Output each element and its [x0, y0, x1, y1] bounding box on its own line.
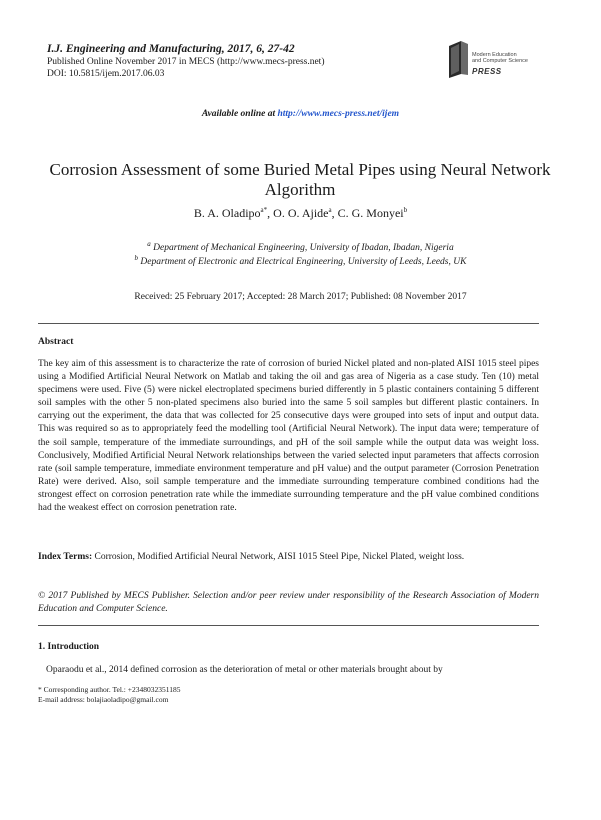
- availability-line: [0, 109, 601, 119]
- footnotes: [38, 685, 180, 705]
- index-terms-text: Corrosion, Modified Artificial Neural Network, AISI 1015 Steel Pipe, Nickel Plated, weight loss.: [92, 552, 465, 562]
- affiliation-a: [0, 240, 601, 253]
- logo-text: [472, 52, 528, 64]
- affiliation-b-text: Department of Electronic and Electrical Engineering, University of Leeds, Leeds, UK: [140, 257, 467, 268]
- availability-prefix: Available online at: [201, 109, 278, 119]
- affiliation-b-mark: b: [134, 254, 139, 262]
- author-2: O. O. Ajide: [273, 206, 329, 220]
- introduction-text: Oparaodu et al., 2014 defined corrosion as the deterioration of metal or other materials brought about by: [46, 665, 443, 675]
- author-3: C. G. Monyei: [337, 206, 404, 220]
- affiliation-a-mark: a: [147, 240, 151, 248]
- abstract-body: The key aim of this assessment is to characterize the rate of corrosion of buried Nickel plated and non-plated AISI 1015 steel pipes using a Modified Artificial Neural Network on Matlab and taking the oil and gas area of Nigeria as a case study. Ten (10) metal specimens were used. Five (5) were nickel electroplated specimens buried differently in 5 plastic containers containing 5 different soil samples with the other 5 non-plated specimens also buried into the same 5 soil samples but different plastic containers. In carrying out the experiment, the data that was collected for 25 consecutive days were grouped into sets of input and output data. This was required so as to appropriately feed the modelling tool (Artificial Neural Network). The input data were; temperature of the soil sample, temperature of the immediate surroundings, and pH of the soil sample while the output data was weight loss. Conclusively, Modified Artificial Neural Network relationships between the varied selected input parameters that affects corrosion rate (soil sample temperature, immediate environment temperature and pH value) and the output parameter (Corrosion Penetration Rate) were derived. Also, soil sample temperature and the immediate surrounding temperature combined conditions had the strongest effect on corrosion penetration rate while the immediate surrounding temperature and the pH value combined conditions had the weakest effect on corrosion penetration rate.: [38, 359, 539, 514]
- journal-url-link[interactable]: http://www.mecs-press.net/ijem: [277, 109, 400, 119]
- divider-top: [38, 323, 539, 324]
- author-2-mark: a: [328, 206, 332, 214]
- paper-title: Corrosion Assessment of some Buried Metal Pipes using Neural Network Algorithm: [49, 160, 551, 199]
- index-terms-label: Index Terms:: [38, 552, 93, 562]
- book-logo-icon: [446, 38, 472, 78]
- publication-line: Published Online November 2017 in MECS (http://www.mecs-press.net): [47, 57, 325, 67]
- logo-press: PRESS: [472, 67, 502, 76]
- author-1: B. A. Oladipo: [193, 206, 261, 220]
- affiliation-a-text: Department of Mechanical Engineering, University of Ibadan, Ibadan, Nigeria: [153, 243, 454, 254]
- index-terms: [38, 551, 539, 564]
- author-separator: ,: [267, 206, 274, 220]
- logo-line-1: Modern Education: [472, 52, 517, 58]
- email-note: E-mail address: bolajiaoladipo@gmail.com: [38, 695, 169, 704]
- journal-citation: I.J. Engineering and Manufacturing, 2017, 6, 27-42: [47, 43, 295, 55]
- submission-dates: Received: 25 February 2017; Accepted: 28 March 2017; Published: 08 November 2017: [134, 292, 467, 302]
- corresponding-author-note: * Corresponding author. Tel.: +2348032351185: [38, 685, 181, 694]
- introduction-heading: 1. Introduction: [38, 642, 100, 652]
- affiliation-b: [0, 254, 601, 267]
- abstract-heading: Abstract: [38, 337, 74, 347]
- author-1-mark: a*: [260, 206, 268, 214]
- author-separator: ,: [331, 206, 338, 220]
- author-3-mark: b: [403, 206, 408, 214]
- logo-line-2: and Computer Science: [472, 58, 528, 64]
- copyright-notice: © 2017 Published by MECS Publisher. Selection and/or peer review under responsibility of the Research Association of Modern Education and Computer Science.: [38, 591, 539, 615]
- author-list: [0, 206, 601, 221]
- doi-line: DOI: 10.5815/ijem.2017.06.03: [47, 69, 165, 79]
- publisher-logo: [446, 38, 556, 80]
- divider-bottom: [38, 625, 539, 626]
